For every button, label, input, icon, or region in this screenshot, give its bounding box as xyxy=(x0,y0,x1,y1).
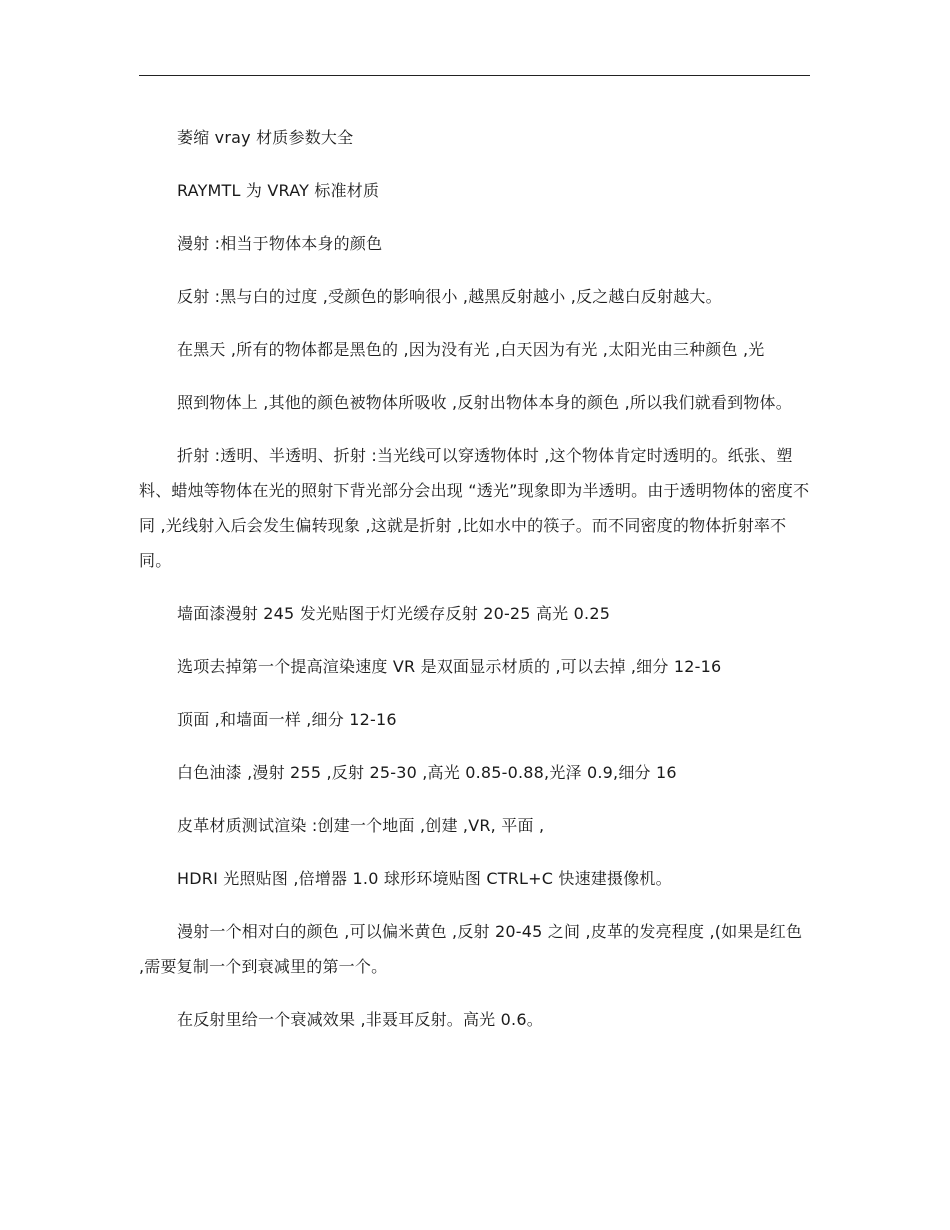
paragraph: HDRI 光照贴图 ,倍增器 1.0 球形环境贴图 CTRL+C 快速建摄像机。 xyxy=(177,869,672,888)
document-title: 萎缩 vray 材质参数大全 xyxy=(177,128,354,147)
paragraph: 照到物体上 ,其他的颜色被物体所吸收 ,反射出物体本身的颜色 ,所以我们就看到物体。 xyxy=(177,393,792,412)
paragraph: 漫射 :相当于物体本身的颜色 xyxy=(177,234,383,253)
paragraph: 白色油漆 ,漫射 255 ,反射 25-30 ,高光 0.85-0.88,光泽 0.9,细分 16 xyxy=(177,763,677,782)
paragraph: 选项去掉第一个提高渲染速度 VR 是双面显示材质的 ,可以去掉 ,细分 12-16 xyxy=(177,657,722,676)
paragraph: RAYMTL 为 VRAY 标准材质 xyxy=(177,181,380,200)
paragraph: 墙面漆漫射 245 发光贴图于灯光缓存反射 20-25 高光 0.25 xyxy=(177,604,611,623)
paragraph: 顶面 ,和墙面一样 ,细分 12-16 xyxy=(177,710,397,729)
paragraph: 折射 :透明、半透明、折射 :当光线可以穿透物体时 ,这个物体肯定时透明的。纸张、塑料、蜡烛等物体在光的照射下背光部分会出现 “透光”现象即为半透明。由于透明物体的密度不同 ,光线射入后会发生偏转现象 ,这就是折射 ,比如水中的筷子。而不同密度的物体折射率不同。 xyxy=(139,446,810,570)
document-body xyxy=(139,120,810,1055)
paragraph: 在反射里给一个衰减效果 ,非聂耳反射。高光 0.6。 xyxy=(177,1010,543,1029)
header-rule xyxy=(139,75,810,76)
paragraph: 反射 :黑与白的过度 ,受颜色的影响很小 ,越黑反射越小 ,反之越白反射越大。 xyxy=(177,287,722,306)
paragraph: 在黑天 ,所有的物体都是黑色的 ,因为没有光 ,白天因为有光 ,太阳光由三种颜色 ,光 xyxy=(177,340,765,359)
paragraph: 皮革材质测试渲染 :创建一个地面 ,创建 ,VR, 平面 , xyxy=(177,816,545,835)
paragraph: 漫射一个相对白的颜色 ,可以偏米黄色 ,反射 20-45 之间 ,皮革的发亮程度 ,(如果是红色 ,需要复制一个到衰减里的第一个。 xyxy=(139,922,803,976)
